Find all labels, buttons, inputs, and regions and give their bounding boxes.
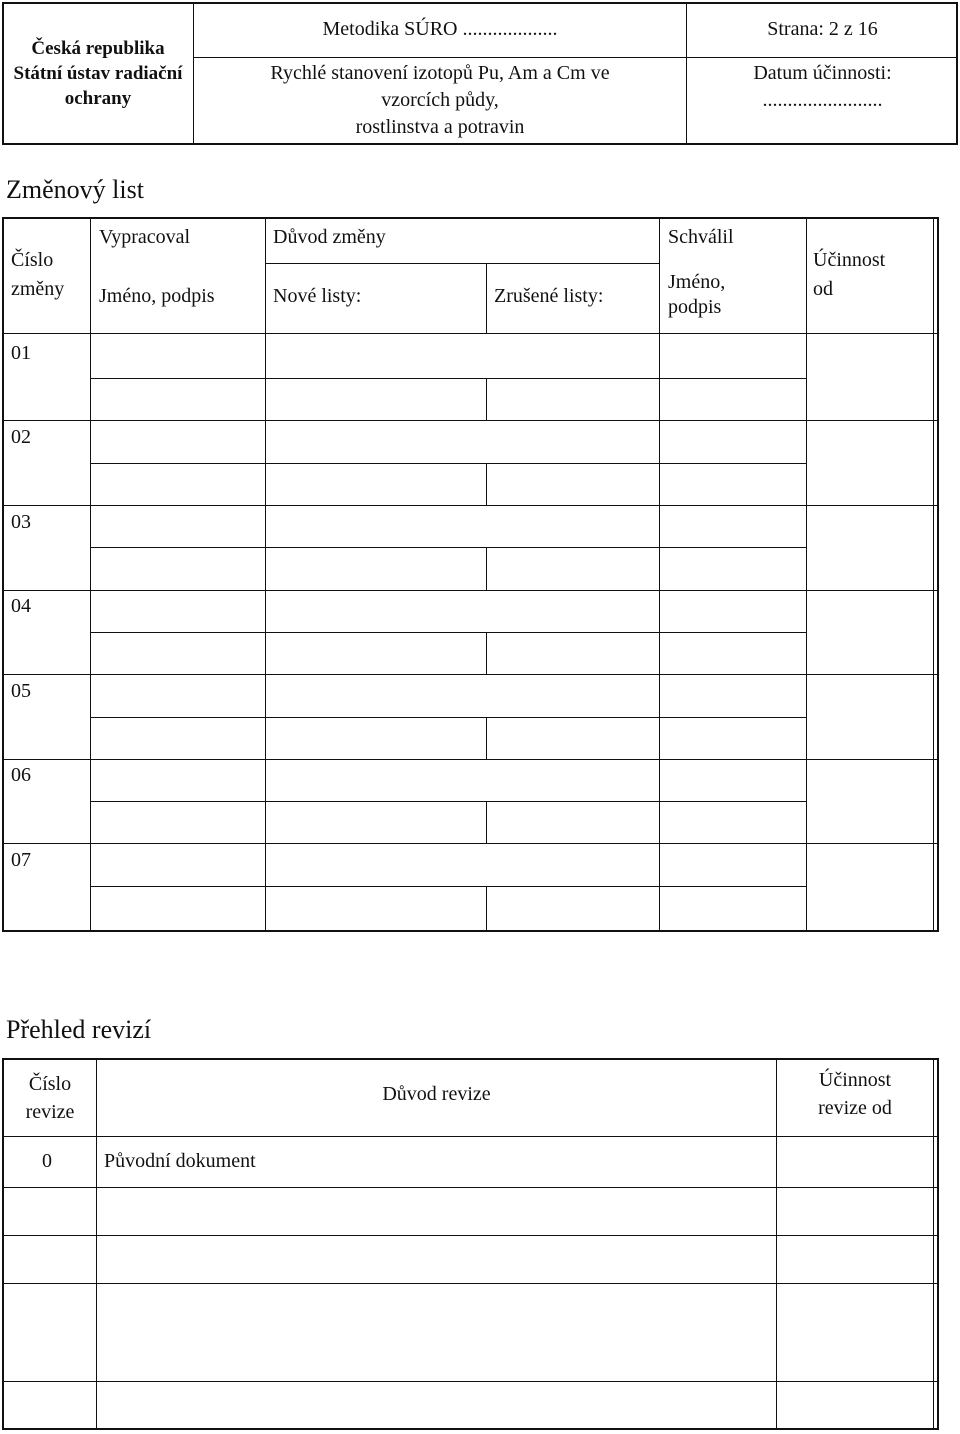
change-row-number: 05 [11,680,31,702]
header-prepared-sub: Jméno, podpis [99,285,215,307]
change-row-number: 04 [11,595,31,617]
header-change-number: Číslo změny [11,249,65,300]
header-approved-sub: Jméno, podpis [668,271,726,318]
change-row-number: 06 [11,764,31,786]
page-number: Strana: 2 z 16 [767,18,878,40]
change-list-title: Změnový list [6,175,144,204]
revisions-title: Přehled revizí [6,1015,152,1044]
header-divider [193,57,958,58]
organization-name: Česká republika Státní ústav radiační ochrany [13,38,183,109]
header-new-sheets: Nové listy: [273,285,362,307]
revision-number: 0 [42,1150,52,1172]
header-cancelled-sheets: Zrušené listy: [494,285,604,307]
change-row-number: 01 [11,342,31,364]
header-effective: Účinnost od [813,249,886,300]
document-title: Rychlé stanovení izotopů Pu, Am a Cm ve vzorcích půdy, rostlinstva a potravin [270,62,610,138]
header-revision-reason: Důvod revize [382,1083,491,1105]
header-reason: Důvod změny [273,226,386,248]
effective-date: Datum účinnosti: ........................ [753,62,892,111]
revision-reason: Původní dokument [104,1150,256,1172]
header-approved: Schválil [668,226,734,248]
header-prepared: Vypracoval [99,226,191,248]
change-list-table [2,217,939,932]
change-row-number: 03 [11,511,31,533]
change-row-number: 02 [11,426,31,448]
header-revision-number: Číslo revize [25,1073,75,1123]
change-row-number: 07 [11,849,31,871]
header-revision-effective: Účinnost revize od [818,1069,892,1119]
document-name: Metodika SÚRO ................... [322,18,558,40]
